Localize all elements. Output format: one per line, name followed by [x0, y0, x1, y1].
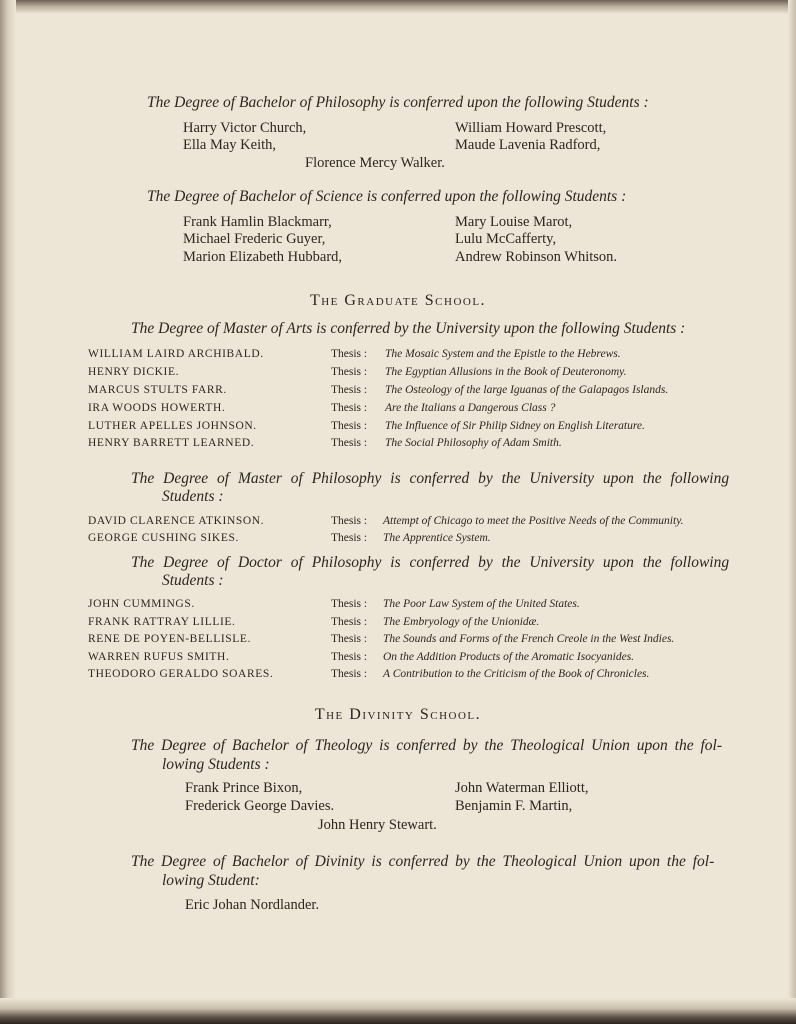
graduate-name: Frank Prince Bixon, — [185, 780, 303, 796]
thesis-label: Thesis : — [331, 366, 368, 378]
doctor-philosophy-lead-cont: Students : — [162, 572, 224, 589]
thesis-title: A Contribution to the Criticism of the Book of Chronicles. — [383, 668, 650, 680]
thesis-label: Thesis : — [331, 384, 368, 396]
thesis-title: The Poor Law System of the United States. — [383, 598, 580, 610]
graduate-school-heading: The Graduate School. — [309, 292, 487, 309]
thesis-title: The Egyptian Allusions in the Book of Deuteronomy. — [385, 366, 627, 378]
candidate-name: GEORGE CUSHING SIKES. — [88, 532, 239, 544]
bachelor-divinity-lead-cont: lowing Student: — [162, 872, 260, 889]
thesis-title: The Sounds and Forms of the French Creole in the West Indies. — [383, 633, 675, 645]
master-philosophy-lead: The Degree of Master of Philosophy is conferred by the University upon the following — [131, 470, 730, 487]
thesis-label: Thesis : — [331, 348, 368, 360]
graduate-name: Frank Hamlin Blackmarr, — [183, 214, 332, 230]
page-right-edge — [788, 0, 796, 1024]
graduate-name: Michael Frederic Guyer, — [183, 231, 326, 247]
bachelor-divinity-lead: The Degree of Bachelor of Divinity is conferred by the Theological Union upon the fol- — [131, 853, 715, 870]
thesis-label: Thesis : — [331, 668, 368, 680]
page-top-edge — [0, 0, 796, 14]
thesis-label: Thesis : — [331, 437, 368, 449]
page-left-edge — [0, 0, 16, 1024]
graduate-name: Eric Johan Nordlander. — [185, 897, 320, 913]
bachelor-theology-lead-cont: lowing Students : — [162, 756, 270, 773]
graduate-name: John Waterman Elliott, — [455, 780, 589, 796]
graduate-name: Lulu McCafferty, — [455, 231, 557, 247]
graduate-name: Marion Elizabeth Hubbard, — [183, 249, 343, 265]
thesis-label: Thesis : — [331, 402, 368, 414]
graduate-name: William Howard Prescott, — [455, 120, 607, 136]
graduate-name: Maude Lavenia Radford, — [455, 137, 601, 153]
graduate-name: John Henry Stewart. — [318, 817, 437, 833]
candidate-name: FRANK RATTRAY LILLIE. — [88, 616, 236, 628]
candidate-name: WARREN RUFUS SMITH. — [88, 651, 230, 663]
doctor-philosophy-lead: The Degree of Doctor of Philosophy is conferred by the University upon the following — [131, 554, 730, 571]
thesis-title: The Apprentice System. — [383, 532, 491, 544]
candidate-name: RENE DE POYEN-BELLISLE. — [88, 633, 251, 645]
graduate-name: Mary Louise Marot, — [455, 214, 573, 230]
thesis-title: On the Addition Products of the Aromatic Isocyanides. — [383, 651, 635, 663]
thesis-title: Attempt of Chicago to meet the Positive Needs of the Community. — [383, 515, 684, 527]
bachelor-science-lead: The Degree of Bachelor of Science is conferred upon the following Students : — [147, 188, 627, 205]
thesis-label: Thesis : — [331, 420, 368, 432]
candidate-name: HENRY BARRETT LEARNED. — [88, 437, 255, 449]
thesis-label: Thesis : — [331, 633, 368, 645]
thesis-title: The Osteology of the large Iguanas of the Galapagos Islands. — [385, 384, 669, 396]
thesis-title: The Influence of Sir Philip Sidney on English Literature. — [385, 420, 645, 432]
thesis-label: Thesis : — [331, 515, 368, 527]
thesis-label: Thesis : — [331, 616, 368, 628]
graduate-name: Benjamin F. Martin, — [455, 798, 573, 814]
graduate-name: Florence Mercy Walker. — [305, 155, 445, 171]
thesis-label: Thesis : — [331, 532, 368, 544]
candidate-name: WILLIAM LAIRD ARCHIBALD. — [88, 348, 264, 360]
thesis-title: The Embryology of the Unionidæ. — [383, 616, 540, 628]
candidate-name: THEODORO GERALDO SOARES. — [88, 668, 274, 680]
graduate-name: Frederick George Davies. — [185, 798, 335, 814]
candidate-name: LUTHER APELLES JOHNSON. — [88, 420, 257, 432]
bachelor-philosophy-lead: The Degree of Bachelor of Philosophy is conferred upon the following Students : — [147, 94, 649, 111]
candidate-name: JOHN CUMMINGS. — [88, 598, 195, 610]
thesis-label: Thesis : — [331, 651, 368, 663]
candidate-name: IRA WOODS HOWERTH. — [88, 402, 226, 414]
divinity-school-heading: The Divinity School. — [314, 706, 482, 723]
candidate-name: DAVID CLARENCE ATKINSON. — [88, 515, 265, 527]
graduate-name: Andrew Robinson Whitson. — [455, 249, 618, 265]
thesis-title: The Social Philosophy of Adam Smith. — [385, 437, 562, 449]
master-philosophy-lead-cont: Students : — [162, 488, 224, 505]
graduate-name: Harry Victor Church, — [183, 120, 307, 136]
thesis-label: Thesis : — [331, 598, 368, 610]
bachelor-theology-lead: The Degree of Bachelor of Theology is conferred by the Theological Union upon the fol- — [131, 737, 723, 754]
thesis-title: Are the Italians a Dangerous Class ? — [385, 402, 556, 414]
thesis-title: The Mosaic System and the Epistle to the Hebrews. — [385, 348, 621, 360]
candidate-name: MARCUS STULTS FARR. — [88, 384, 227, 396]
master-arts-lead: The Degree of Master of Arts is conferred by the University upon the following Students : — [131, 320, 686, 337]
page-bottom-edge — [0, 998, 796, 1024]
graduate-name: Ella May Keith, — [183, 137, 277, 153]
candidate-name: HENRY DICKIE. — [88, 366, 180, 378]
